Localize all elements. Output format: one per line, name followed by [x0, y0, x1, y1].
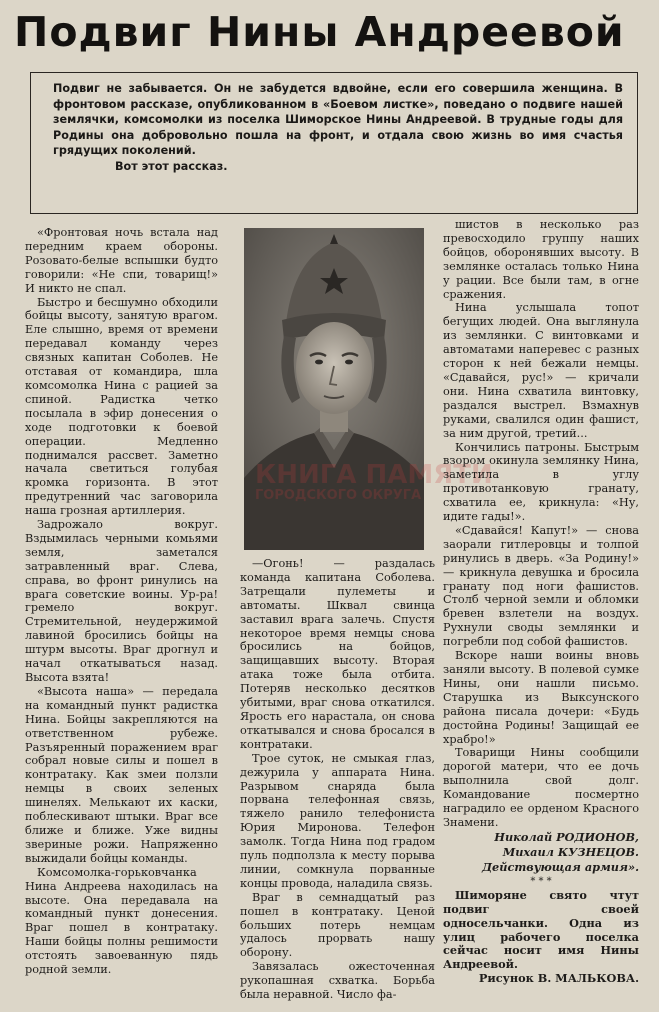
paragraph: «Сдавайся! Капут!» — снова заорали гитлеровцы и толпой ринулись в дверь. «За Родину!» — крикнула девушка и бросила гранату под ноги фашистов. Столб черной земли и обломки бревен взлетели на воздух. Рухнули своды землянки и погребли под собой фашистов. [443, 523, 639, 649]
intro-last-line: Вот этот рассказ. [115, 159, 228, 173]
watermark-line-2: ГОРОДСКОГО ОКРУГА [255, 488, 422, 503]
paragraph: Задрожало вокруг. Вздымилась черными комьями земля, заметался затравленный враг. Слева, справа, во фронт ринулись на врага советские воины. Ур-ра! гремело вокруг. Стремительной, неудержимой лавиной бросились бойцы на штурм высоты. Враг дрогнул и начал откатываться назад. Высота взята! [25, 518, 218, 684]
signature [443, 830, 639, 875]
intro-text: Подвиг не забывается. Он не забудется вдвойне, если его совершила женщина. В фронтовом рассказе, опубликованном в «Боевом листке», поведано о подвиге нашей землячки, комсомолки из поселка Шиморское Нины Андреевой. В трудные годы для Родины она добровольно пошла на фронт, и отдала свою жизнь во имя счастья грядущих поколений. [53, 82, 623, 158]
author-name: Михаил КУЗНЕЦОВ. [502, 844, 639, 859]
watermark-line-1: КНИГА ПАМЯТИ [255, 460, 493, 490]
author-name: Николай РОДИОНОВ, [494, 829, 639, 844]
paragraph: Нина услышала топот бегущих людей. Она выглянула из землянки. С винтовками и автоматами наперевес с разных сторон к ней бежали немцы. «Сдавайся, рус!» — кричали они. Нина схватила винтовку, раздался выстрел. Взмахнув руками, свалился один фашист, за ним другой, третий... [443, 301, 639, 440]
portrait-drawing [244, 228, 424, 550]
paragraph: «Высота наша» — передала на командный пункт радистка Нина. Бойцы закрепляются на ответственном рубеже. Разъяренный поражением враг собрал новые силы и пошел в контратаку. Как змеи ползли немцы в своих зеленых шинелях. Мелькают их каски, поблескивают штыки. Враг все ближе и ближе. Уже видны звериные рожи. Напряженно выжидали бойцы команды. [25, 684, 218, 865]
closing-note: Шиморяне свято чтут подвиг своей односельчанки. Одна из улиц рабочего поселка сейчас носит имя Нины Андреевой. [443, 887, 639, 972]
intro-box [30, 72, 638, 214]
paragraph: Товарищи Нины сообщили дорогой матери, что ее дочь выполнила свой долг. Командование посмертно наградило ее орденом Красного Знамени. [443, 746, 639, 829]
paragraph: шистов в несколько раз превосходило группу наших бойцов, оборонявших высоту. В землянке осталась только Нина у рации. Все были там, в огне сражения. [443, 218, 639, 301]
separator: * * * [530, 875, 552, 887]
paragraph: Вскоре наши воины вновь заняли высоту. В полевой сумке Нины, они нашли письмо. Старушка из Выксунского района писала дочери: «Будь достойна Родины! Защищай ее храбро!» [443, 649, 639, 746]
column-1 [25, 226, 218, 977]
portrait-image [244, 228, 424, 550]
paragraph: «Фронтовая ночь встала над передним краем обороны. Розовато-белые вспышки будто говорили: «Не спи, товарищ!» И никто не спал. [25, 226, 218, 295]
paragraph: Завязалась ожесточенная рукопашная схватка. Борьба была неравной. Число фа- [240, 960, 435, 1002]
paragraph: Кончились патроны. Быстрым взором окинула землянку Нина, заметила в углу противотанковую гранату, схватила ее, крикнула: «Ну, идите гады!». [443, 440, 639, 524]
paragraph: Быстро и бесшумно обходили бойцы высоту, занятую врагом. Еле слышно, время от времени передавал команду через связных капитан Соболев. Не отставая от командира, шла комсомолка Нина с рацией за спиной. Радистка четко посылала в эфир донесения о ходе подготовки к боевой операции. Медленно поднимался рассвет. Заметно начала светиться голубая кромка горизонта. В этот предутренний час заговорила наша грозная артиллерия. [25, 295, 218, 518]
column-2 [240, 557, 435, 1002]
author-unit: Действующая армия». [482, 859, 639, 874]
paragraph: Комсомолка-горьковчанка Нина Андреева находилась на высоте. Она передавала на командный пункт донесения. Враг пошел в контратаку. Наши бойцы полны решимости отстоять завоеванную пядь родной земли. [25, 865, 218, 977]
column-3 [443, 218, 639, 986]
paragraph: Трое суток, не смыкая глаз, дежурила у аппарата Нина. Разрывом снаряда была порвана телефонная связь, тяжело ранило телефониста Юрия Миронова. Телефон замолк. Тогда Нина под градом пуль подползла к месту порыва линии, сомкнула порванные концы провода, наладила связь. [240, 751, 435, 890]
illustration-credit: Рисунок В. МАЛЬКОВА. [478, 971, 639, 986]
paragraph: Враг в семнадцатый раз пошел в контратаку. Ценой больших потерь немцам удалось прорвать нашу оборону. [240, 890, 435, 960]
paragraph: —Огонь! — раздалась команда капитана Соболева. Затрещали пулеметы и автоматы. Шквал свинца заставил врага залечь. Спустя некоторое время немцы снова бросились на бойцов, защищавших высоту. Вторая атака тоже была отбита. Потеряв несколько десятков убитыми, враг снова откатился. Ярость его нарастала, он снова откатывался и снова бросался в контратаки. [240, 557, 435, 751]
headline: Подвиг Нины Андреевой [14, 8, 625, 56]
